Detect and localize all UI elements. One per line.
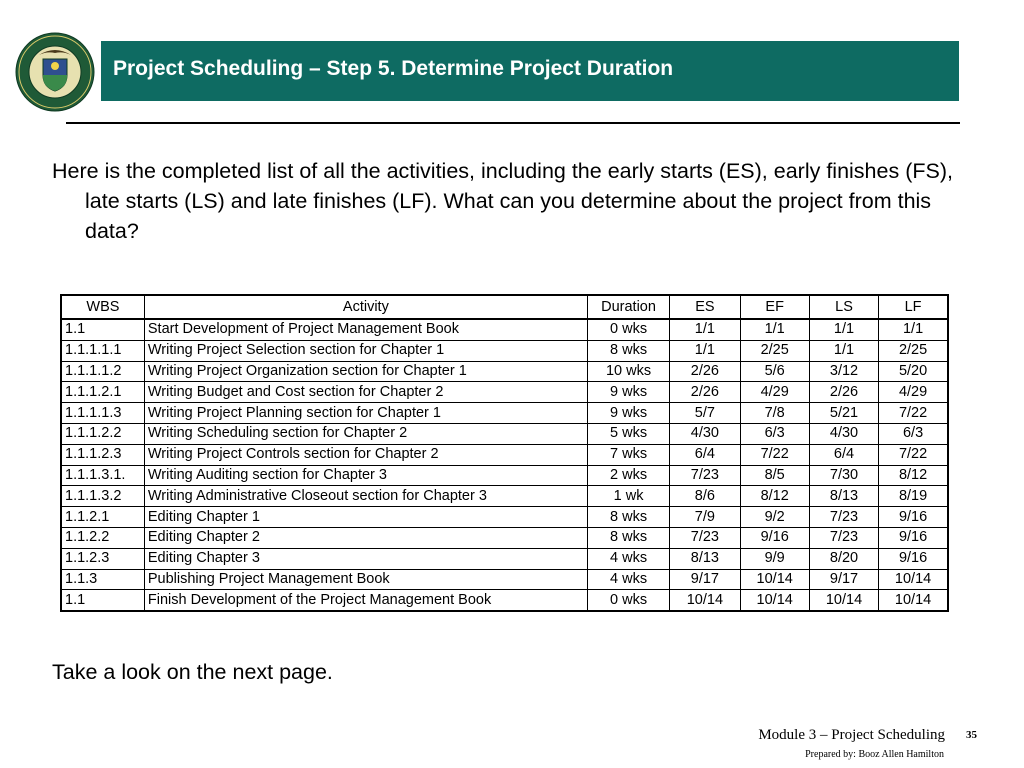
- cell-lf: 4/29: [879, 382, 948, 403]
- cell-duration: 0 wks: [587, 590, 669, 611]
- cell-ls: 2/26: [809, 382, 878, 403]
- cell-ef: 9/16: [740, 527, 809, 548]
- table-row: [61, 465, 948, 486]
- cell-es: 7/9: [670, 507, 740, 528]
- cell-wbs: 1.1.2.1: [61, 507, 144, 528]
- cell-activity: Editing Chapter 2: [144, 527, 587, 548]
- department-of-energy-seal-icon: [9, 31, 101, 113]
- cell-es: 1/1: [670, 319, 740, 340]
- cell-wbs: 1.1.2.3: [61, 548, 144, 569]
- cell-duration: 9 wks: [587, 382, 669, 403]
- footer-module-label: Module 3 – Project Scheduling: [758, 727, 945, 743]
- cell-wbs: 1.1.1.3.1.: [61, 465, 144, 486]
- cell-lf: 5/20: [879, 361, 948, 382]
- cell-duration: 8 wks: [587, 507, 669, 528]
- cell-ef: 9/9: [740, 548, 809, 569]
- cell-ef: 1/1: [740, 319, 809, 340]
- cell-ef: 6/3: [740, 423, 809, 444]
- cell-activity: Writing Project Planning section for Chapter 1: [144, 403, 587, 424]
- cell-lf: 6/3: [879, 423, 948, 444]
- cell-ef: 10/14: [740, 590, 809, 611]
- cell-wbs: 1.1: [61, 319, 144, 340]
- cell-lf: 7/22: [879, 444, 948, 465]
- table-row: [61, 569, 948, 590]
- cell-activity: Writing Administrative Closeout section for Chapter 3: [144, 486, 587, 507]
- cell-lf: 10/14: [879, 590, 948, 611]
- table-row: [61, 507, 948, 528]
- cell-activity: Editing Chapter 3: [144, 548, 587, 569]
- schedule-table: [60, 294, 949, 612]
- cell-wbs: 1.1.1.2.1: [61, 382, 144, 403]
- column-header-wbs: WBS: [61, 295, 144, 319]
- table-row: [61, 382, 948, 403]
- cell-activity: Writing Project Controls section for Chapter 2: [144, 444, 587, 465]
- cell-es: 8/13: [670, 548, 740, 569]
- cell-lf: 2/25: [879, 340, 948, 361]
- table-row: [61, 548, 948, 569]
- cell-wbs: 1.1.1.3.2: [61, 486, 144, 507]
- cell-duration: 0 wks: [587, 319, 669, 340]
- cell-es: 2/26: [670, 382, 740, 403]
- cell-ls: 8/13: [809, 486, 878, 507]
- cell-ef: 7/22: [740, 444, 809, 465]
- cell-es: 9/17: [670, 569, 740, 590]
- cell-activity: Writing Project Organization section for Chapter 1: [144, 361, 587, 382]
- cell-duration: 9 wks: [587, 403, 669, 424]
- cell-activity: Writing Project Selection section for Chapter 1: [144, 340, 587, 361]
- cell-es: 10/14: [670, 590, 740, 611]
- cell-ef: 7/8: [740, 403, 809, 424]
- cell-wbs: 1.1.1.2.2: [61, 423, 144, 444]
- cell-lf: 10/14: [879, 569, 948, 590]
- table-row: [61, 361, 948, 382]
- cell-lf: 9/16: [879, 548, 948, 569]
- cell-ls: 10/14: [809, 590, 878, 611]
- table-row: [61, 590, 948, 611]
- page-number: 35: [966, 729, 977, 741]
- table-body: [61, 319, 948, 611]
- cell-es: 1/1: [670, 340, 740, 361]
- cell-ls: 1/1: [809, 319, 878, 340]
- table-header-row: [61, 295, 948, 319]
- cell-lf: 1/1: [879, 319, 948, 340]
- cell-es: 7/23: [670, 527, 740, 548]
- cell-ls: 5/21: [809, 403, 878, 424]
- cell-lf: 8/19: [879, 486, 948, 507]
- cell-ls: 7/23: [809, 507, 878, 528]
- cell-ls: 9/17: [809, 569, 878, 590]
- cell-activity: Writing Budget and Cost section for Chapter 2: [144, 382, 587, 403]
- slide-title: Project Scheduling – Step 5. Determine Project Duration: [113, 57, 674, 80]
- table-row: [61, 319, 948, 340]
- table-row: [61, 403, 948, 424]
- column-header-ls: LS: [809, 295, 878, 319]
- cell-es: 5/7: [670, 403, 740, 424]
- cell-es: 7/23: [670, 465, 740, 486]
- cell-ls: 7/23: [809, 527, 878, 548]
- cell-es: 4/30: [670, 423, 740, 444]
- cell-ls: 7/30: [809, 465, 878, 486]
- cell-activity: Editing Chapter 1: [144, 507, 587, 528]
- cell-wbs: 1.1.2.2: [61, 527, 144, 548]
- cell-wbs: 1.1.1.1.3: [61, 403, 144, 424]
- cell-es: 2/26: [670, 361, 740, 382]
- column-header-activity: Activity: [144, 295, 587, 319]
- cell-duration: 7 wks: [587, 444, 669, 465]
- cell-ef: 10/14: [740, 569, 809, 590]
- footer-prepared-by: Prepared by: Booz Allen Hamilton: [805, 749, 944, 760]
- table-row: [61, 486, 948, 507]
- cell-ls: 6/4: [809, 444, 878, 465]
- intro-paragraph: Here is the completed list of all the activities, including the early starts (ES), early finishes (FS), late starts (LS) and late finishes (LF). What can you determine about the project from this data?: [52, 159, 953, 243]
- table-row: [61, 444, 948, 465]
- cell-activity: Finish Development of the Project Management Book: [144, 590, 587, 611]
- table-row: [61, 527, 948, 548]
- cell-activity: Writing Scheduling section for Chapter 2: [144, 423, 587, 444]
- cell-lf: 8/12: [879, 465, 948, 486]
- cell-duration: 4 wks: [587, 548, 669, 569]
- cell-ef: 2/25: [740, 340, 809, 361]
- cell-duration: 8 wks: [587, 527, 669, 548]
- cell-wbs: 1.1.1.1.2: [61, 361, 144, 382]
- cell-ls: 4/30: [809, 423, 878, 444]
- cell-activity: Publishing Project Management Book: [144, 569, 587, 590]
- cell-es: 8/6: [670, 486, 740, 507]
- cell-duration: 2 wks: [587, 465, 669, 486]
- column-header-duration: Duration: [587, 295, 669, 319]
- cell-duration: 5 wks: [587, 423, 669, 444]
- cell-lf: 9/16: [879, 507, 948, 528]
- cell-ef: 8/5: [740, 465, 809, 486]
- column-header-lf: LF: [879, 295, 948, 319]
- cell-wbs: 1.1.3: [61, 569, 144, 590]
- cell-ef: 5/6: [740, 361, 809, 382]
- cell-ls: 3/12: [809, 361, 878, 382]
- cell-ef: 9/2: [740, 507, 809, 528]
- column-header-ef: EF: [740, 295, 809, 319]
- cell-duration: 10 wks: [587, 361, 669, 382]
- cell-wbs: 1.1.1.2.3: [61, 444, 144, 465]
- cell-ls: 8/20: [809, 548, 878, 569]
- cell-duration: 4 wks: [587, 569, 669, 590]
- title-bar: [101, 41, 959, 101]
- closing-note: Take a look on the next page.: [52, 660, 333, 684]
- cell-duration: 8 wks: [587, 340, 669, 361]
- cell-ef: 8/12: [740, 486, 809, 507]
- table-row: [61, 340, 948, 361]
- cell-wbs: 1.1.1.1.1: [61, 340, 144, 361]
- cell-duration: 1 wk: [587, 486, 669, 507]
- cell-activity: Start Development of Project Management Book: [144, 319, 587, 340]
- cell-ef: 4/29: [740, 382, 809, 403]
- cell-lf: 9/16: [879, 527, 948, 548]
- cell-activity: Writing Auditing section for Chapter 3: [144, 465, 587, 486]
- table-row: [61, 423, 948, 444]
- column-header-es: ES: [670, 295, 740, 319]
- cell-lf: 7/22: [879, 403, 948, 424]
- cell-ls: 1/1: [809, 340, 878, 361]
- title-divider: [66, 122, 960, 124]
- cell-es: 6/4: [670, 444, 740, 465]
- cell-wbs: 1.1: [61, 590, 144, 611]
